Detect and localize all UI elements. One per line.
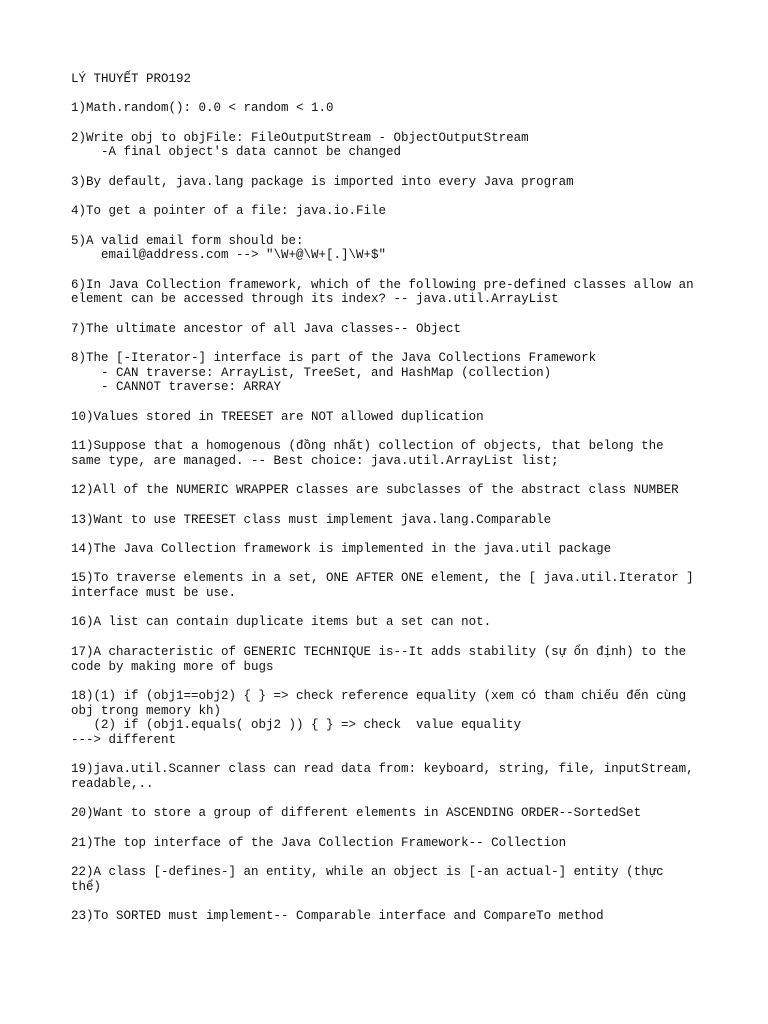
note-line: 15)To traverse elements in a set, ONE AFTER ONE element, the [ java.util.Iterator ] [71,571,694,586]
note-line: 12)All of the NUMERIC WRAPPER classes are subclasses of the abstract class NUMBER [71,483,679,498]
note-item [71,483,711,498]
blank-line [71,821,711,836]
blank-line [71,557,711,572]
note-line: 5)A valid email form should be: [71,233,304,248]
blank-line [71,674,711,689]
note-item [71,101,711,116]
blank-line [71,469,711,484]
note-item [71,542,711,557]
blank-line [71,395,711,410]
note-line: 23)To SORTED must implement-- Comparable interface and CompareTo method [71,909,604,924]
note-line: 11)Suppose that a homogenous (đồng nhất) collection of objects, that belong the [71,439,664,454]
note-list [71,101,711,924]
note-line: 4)To get a pointer of a file: java.io.File [71,204,387,219]
note-item [71,234,711,263]
note-item [71,278,711,307]
note-line: 18)(1) if (obj1==obj2) { } => check reference equality (xem có tham chiếu đến cùng [71,688,687,703]
note-line: 1)Math.random(): 0.0 < random < 1.0 [71,101,334,116]
note-line: element can be accessed through its index? -- java.util.ArrayList [71,292,559,307]
note-line: ---> different [71,732,177,747]
note-line: same type, are managed. -- Best choice: java.util.ArrayList list; [71,453,559,468]
note-item [71,615,711,630]
blank-line [71,160,711,175]
note-item [71,836,711,851]
note-line: obj trong memory kh) [71,703,222,718]
blank-line [71,527,711,542]
note-item [71,204,711,219]
note-line: 10)Values stored in TREESET are NOT allowed duplication [71,409,484,424]
note-line: 13)Want to use TREESET class must implement java.lang.Comparable [71,512,552,527]
note-line: - CANNOT traverse: ARRAY [71,380,282,395]
note-line: (2) if (obj1.equals( obj2 )) { } => check value equality [71,718,522,733]
note-line: interface must be use. [71,586,237,601]
note-line: 16)A list can contain duplicate items but a set can not. [71,615,492,630]
note-line: 21)The top interface of the Java Collection Framework-- Collection [71,835,567,850]
note-item [71,131,711,160]
document-title: LÝ THUYẾT PRO192 [71,72,192,86]
blank-line [71,498,711,513]
blank-line [71,895,711,910]
note-line: 7)The ultimate ancestor of all Java classes-- Object [71,321,462,336]
note-line: -A final object's data cannot be changed [71,145,402,160]
note-line: - CAN traverse: ArrayList, TreeSet, and HashMap (collection) [71,365,552,380]
note-line: 14)The Java Collection framework is implemented in the java.util package [71,542,612,556]
note-item [71,909,711,924]
blank-line [71,263,711,278]
note-item [71,571,711,600]
blank-line [71,425,711,440]
note-line: 3)By default, java.lang package is imported into every Java program [71,174,574,189]
note-item [71,865,711,894]
document-body [71,72,711,924]
note-line: email@address.com --> "\W+@\W+[.]\W+$" [71,248,387,263]
note-line: 19)java.util.Scanner class can read data from: keyboard, string, file, inputStream, [71,762,694,777]
blank-line [71,850,711,865]
blank-line [71,748,711,763]
blank-line [71,336,711,351]
note-line: 20)Want to store a group of different elements in ASCENDING ORDER--SortedSet [71,806,642,821]
note-line: 22)A class [-defines-] an entity, while an object is [-an actual-] entity (thực [71,865,664,880]
note-line: 8)The [-Iterator-] interface is part of the Java Collections Framework [71,351,597,366]
note-item [71,513,711,528]
note-item [71,439,711,468]
blank-line [71,219,711,234]
note-item [71,806,711,821]
note-item [71,410,711,425]
blank-line [71,601,711,616]
note-item [71,762,711,791]
note-line: 17)A characteristic of GENERIC TECHNIQUE is--It adds stability (sự ổn định) to the [71,644,687,659]
note-item [71,175,711,190]
blank-line [71,792,711,807]
note-line: 2)Write obj to objFile: FileOutputStream - ObjectOutputStream [71,130,529,145]
note-item [71,645,711,674]
blank-line [71,307,711,322]
note-line: code by making more of bugs [71,659,274,674]
note-item [71,689,711,748]
note-item [71,322,711,337]
note-item [71,351,711,395]
note-line: readable,.. [71,777,154,791]
note-line: thể) [71,879,102,894]
blank-line [71,87,711,102]
blank-line [71,190,711,205]
blank-line [71,116,711,131]
blank-line [71,630,711,645]
note-line: 6)In Java Collection framework, which of the following pre-defined classes allow an [71,277,694,292]
